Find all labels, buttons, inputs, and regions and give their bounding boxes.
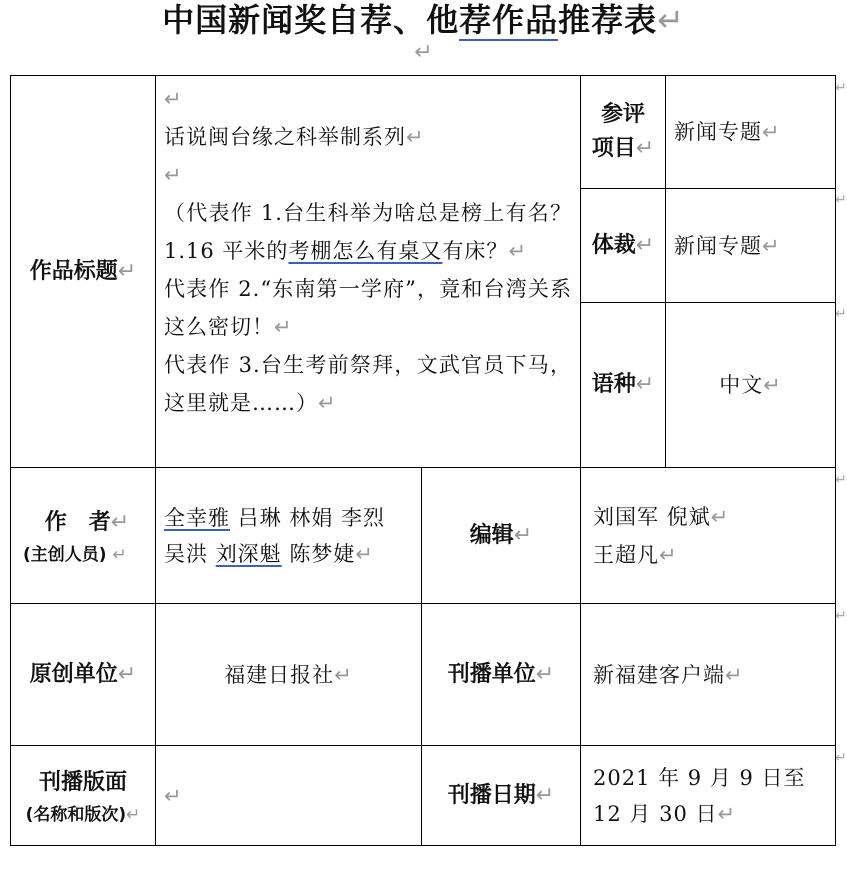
editor-label: 编辑 (469, 522, 514, 548)
paragraph-mark-icon: ↵ (762, 120, 781, 144)
category-label-cell (581, 76, 666, 189)
work-title-label: 作品标题 (29, 258, 118, 284)
genre-value: 新闻专题 (674, 233, 763, 258)
date-label: 刊播日期 (447, 782, 536, 808)
document-title (0, 0, 847, 40)
category-value-cell[interactable] (666, 76, 836, 189)
author-label-cell (11, 468, 156, 604)
paragraph-mark-icon: ↵ (164, 87, 183, 111)
editor-line-2: 王超凡↵ (593, 542, 678, 567)
paragraph-mark-icon: ↵ (835, 472, 847, 488)
paragraph-mark-icon: ↵ (762, 233, 781, 258)
paragraph-mark-icon: ↵ (117, 258, 137, 284)
language-label: 语种 (591, 372, 636, 397)
recommendation-form-table (10, 75, 836, 846)
category-value: 新闻专题 (674, 120, 763, 144)
author-label: 作 者↵ (44, 509, 130, 535)
author-names-rest-2: 陈梦婕 (281, 541, 356, 566)
paragraph-mark-icon: ↵ (725, 662, 744, 687)
date-value-cell[interactable] (581, 746, 836, 846)
genre-label: 体裁 (591, 232, 636, 258)
publisher-label: 刊播单位 (447, 661, 536, 687)
editor-line-1: 刘国军 倪斌↵ (593, 504, 730, 529)
paragraph-mark-icon: ↵ (414, 40, 433, 65)
origin-label-cell (11, 604, 156, 746)
work-title-label-cell (11, 76, 156, 468)
language-label-cell (581, 303, 666, 468)
origin-label: 原创单位 (29, 661, 118, 687)
paragraph-mark-icon: ↵ (535, 661, 555, 687)
paragraph-mark-icon: ↵ (355, 541, 374, 566)
paragraph-mark-icon: ↵ (117, 661, 137, 687)
date-label-cell (422, 746, 581, 846)
author-name-1: 全幸雅 (164, 505, 230, 530)
paragraph-mark-icon: ↵ (763, 373, 782, 397)
layout-value-cell[interactable] (156, 746, 422, 846)
title-text-2: 荐作品 (459, 1, 559, 39)
author-name-2: 刘深魁 (215, 541, 282, 566)
author-names-cell[interactable] (156, 468, 422, 604)
language-value-cell[interactable] (666, 303, 836, 468)
editor-value-cell[interactable] (581, 468, 836, 604)
editor-label-cell (422, 468, 581, 604)
work-title-rep1: （代表作 1.台生科举为啥总是榜上有名？1.16 平米的考棚怎么有桌又有床？↵ (164, 201, 573, 263)
genre-label-cell (581, 189, 666, 303)
origin-value-cell[interactable] (156, 604, 422, 746)
paragraph-mark-icon: ↵ (657, 1, 685, 39)
paragraph-mark-icon: ↵ (835, 80, 847, 96)
origin-value: 福建日报社 (224, 662, 335, 687)
paragraph-mark-icon: ↵ (513, 522, 533, 548)
author-sublabel: (主创人员) ↵ (23, 544, 127, 565)
paragraph-mark-icon: ↵ (835, 192, 847, 208)
title-text-1: 中国新闻奖自荐、他 (162, 1, 460, 39)
title-text-3: 推荐表 (558, 1, 658, 39)
layout-label-cell (11, 746, 156, 846)
publisher-label-cell (422, 604, 581, 746)
work-title-rep2: 代表作 2.“东南第一学府”，竟和台湾关系这么密切！↵ (164, 277, 573, 339)
paragraph-mark-icon: ↵ (835, 306, 847, 322)
paragraph-mark-icon: ↵ (635, 232, 655, 258)
paragraph-mark-icon: ↵ (717, 801, 737, 826)
work-title-main: 话说闽台缘之科举制系列↵ (164, 125, 425, 149)
paragraph-mark-icon: ↵ (635, 372, 655, 397)
paragraph-mark-icon: ↵ (835, 750, 847, 766)
work-title-value-cell[interactable] (156, 76, 581, 468)
category-label-2: 项目↵ (591, 136, 655, 161)
paragraph-mark-icon: ↵ (334, 662, 353, 687)
paragraph-mark-icon: ↵ (535, 782, 555, 808)
paragraph-mark-icon: ↵ (164, 783, 183, 808)
paragraph-mark-icon: ↵ (835, 608, 847, 624)
genre-value-cell[interactable] (666, 189, 836, 303)
work-title-rep3: 代表作 3.台生考前祭拜，文武官员下马，这里就是……）↵ (164, 353, 573, 415)
author-names-rest-1: 吕琳 林娟 李烈 吴洪 (164, 505, 386, 566)
publisher-value: 新福建客户端 (593, 662, 726, 687)
date-value: 2021 年 9 月 9 日至 12 月 30 日 (593, 765, 806, 826)
layout-sublabel: (名称和版次)↵ (25, 804, 141, 825)
language-value: 中文 (719, 373, 764, 397)
layout-label: 刊播版面 (38, 769, 127, 795)
publisher-value-cell[interactable] (581, 604, 836, 746)
category-label-1: 参评 (601, 102, 646, 127)
paragraph-mark-icon: ↵ (164, 163, 183, 187)
